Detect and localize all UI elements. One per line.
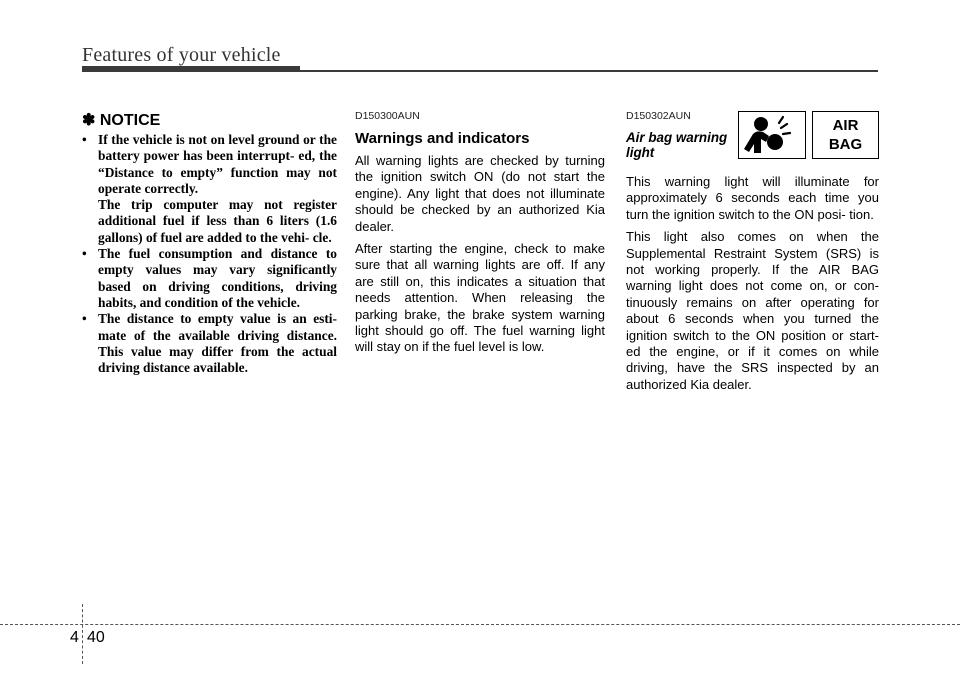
paragraph: After starting the engine, check to make sure that all warning lights are off. If any are still on, this indicates a situation that needs attention. When releasing the parking brake, the brake system warning light should go off. The fuel warning light will stay on if the fuel level is low. — [355, 241, 605, 355]
paragraph: All warning lights are checked by turning the ignition switch ON (do not start the engine). Any light that does not illuminate should be checked by an authorized Kia dealer. — [355, 153, 605, 234]
airbag-label-icon — [812, 111, 879, 159]
airbag-person-icon — [738, 111, 806, 159]
notice-section — [82, 108, 337, 376]
sub-heading: Air bag warning light — [626, 130, 728, 160]
notice-list — [82, 132, 337, 376]
bullet-icon: • — [82, 132, 87, 147]
paragraph: This warning light will illuminate for approximately 6 seconds each time you turn the ignition switch to the ON posi- tion. — [626, 174, 879, 222]
notice-item — [82, 246, 337, 311]
bullet-icon: • — [82, 311, 87, 327]
notice-item — [82, 311, 337, 376]
chapter-number: 4 — [70, 629, 79, 646]
notice-item — [82, 132, 337, 246]
notice-item-text: The distance to empty value is an esti- mate of the available driving distance. This value may differ from the actual driving distance available. — [98, 311, 337, 376]
notice-item-text: If the vehicle is not on level ground or the battery power has been interrupt- ed, the “Distance to empty” function may not operate correctly. The trip computer may not register additional fuel if less than 6 liters (1.6 gallons) of fuel are added to the vehi- cle. — [98, 132, 337, 245]
notice-title: ✽ NOTICE — [82, 112, 161, 129]
section-code: D150302AUN — [626, 110, 691, 122]
section-heading: Warnings and indicators — [355, 130, 530, 147]
airbag-label-line1: AIR — [832, 117, 859, 134]
footer-divider — [82, 604, 83, 664]
paragraph: This light also comes on when the Supplemental Restraint System (SRS) is not working properly. If the AIR BAG warning light does not come on, or con- tinuously remains on after operating for about 6 seconds when you turned the ignition switch to the ON position or start- ed the engine, or if it comes on while driving, have the SRS inspected by an authorized Kia dealer. — [626, 229, 879, 392]
header-bar — [82, 66, 300, 72]
warnings-section — [355, 108, 605, 362]
page-header-title: Features of your vehicle — [82, 44, 281, 66]
footer-rule — [0, 624, 960, 625]
airbag-label-line2: BAG — [828, 136, 863, 153]
page-number: 40 — [87, 629, 105, 646]
notice-item-text: The fuel consumption and distance to empty values may vary significantly based on driving conditions, driving habits, and condition of the vehicle. — [98, 246, 337, 310]
airbag-section — [626, 108, 879, 399]
header-rule — [300, 70, 878, 72]
section-code: D150300AUN — [355, 110, 420, 122]
bullet-icon: • — [82, 246, 87, 262]
